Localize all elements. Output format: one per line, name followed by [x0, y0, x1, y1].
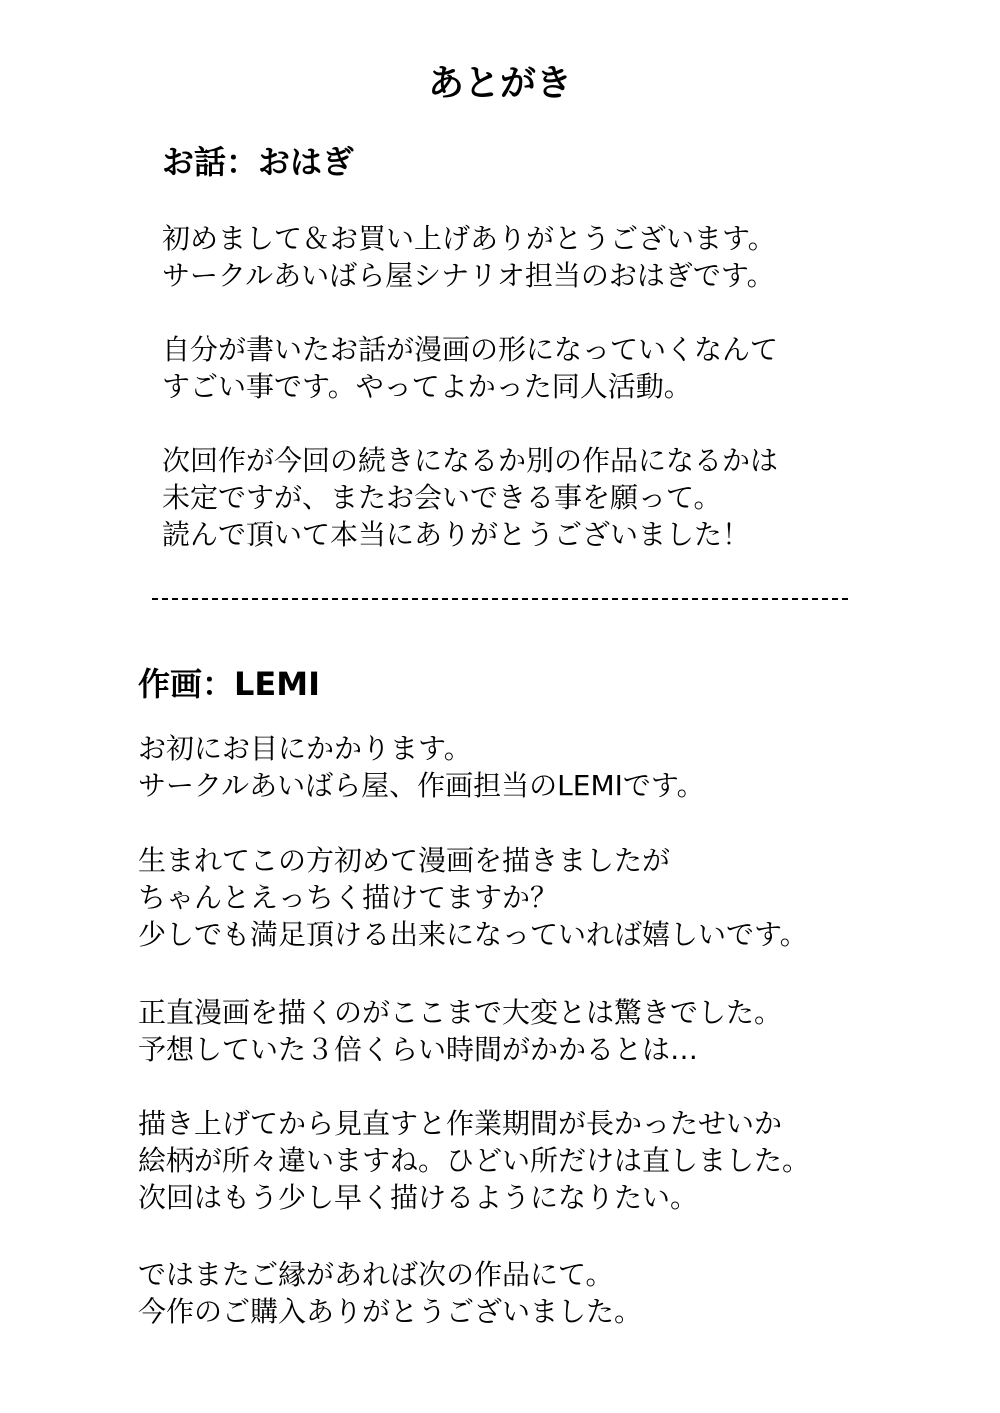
- paragraph: [138, 1256, 642, 1330]
- text-line: 描き上げてから見直すと作業期間が長かったせいか: [138, 1107, 783, 1140]
- text-line: サークルあいばら屋シナリオ担当のおはぎです。: [162, 259, 775, 292]
- text-line: サークルあいばら屋、作画担当のLEMIです。: [138, 769, 705, 802]
- section-divider: [152, 598, 848, 600]
- paragraph: [162, 220, 776, 294]
- page-title: あとがき: [427, 63, 572, 104]
- section-heading-lemi: 作画：LEMI: [138, 665, 321, 703]
- text-line: 今作のご購入ありがとうございました。: [138, 1295, 643, 1328]
- text-line: 読んで頂いて本当にありがとうございました！: [162, 518, 751, 551]
- text-line: 少しでも満足頂ける出来になっていれば嬉しいです。: [138, 918, 808, 951]
- paragraph: [162, 331, 778, 405]
- paragraph: [138, 842, 808, 953]
- text-line: 次回はもう少し早く描けるようになりたい。: [138, 1181, 699, 1214]
- paragraph: [138, 994, 782, 1068]
- text-line: 正直漫画を描くのがここまで大変とは驚きでした。: [138, 996, 783, 1029]
- section-heading-ohagi: お話：おはぎ: [162, 143, 355, 181]
- text-line: 絵柄が所々違いますね。ひどい所だけは直しました。: [138, 1144, 811, 1177]
- text-line: すごい事です。やってよかった同人活動。: [162, 370, 692, 403]
- text-line: 生まれてこの方初めて漫画を描きましたが: [138, 844, 671, 877]
- text-line: 未定ですが、またお会いできる事を願って。: [162, 481, 722, 514]
- text-line: お初にお目にかかります。: [138, 732, 472, 765]
- paragraph: [162, 442, 778, 553]
- paragraph: [138, 730, 705, 804]
- paragraph: [138, 1105, 810, 1216]
- text-line: 自分が書いたお話が漫画の形になっていくなんて: [162, 333, 779, 366]
- text-line: 予想していた３倍くらい時間がかかるとは…: [138, 1033, 699, 1066]
- text-line: 初めまして＆お買い上げありがとうございます。: [162, 222, 776, 255]
- text-line: ではまたご縁があれば次の作品にて。: [138, 1258, 614, 1291]
- text-line: ちゃんとえっちく描けてますか？: [138, 881, 559, 914]
- text-line: 次回作が今回の続きになるか別の作品になるかは: [162, 444, 779, 477]
